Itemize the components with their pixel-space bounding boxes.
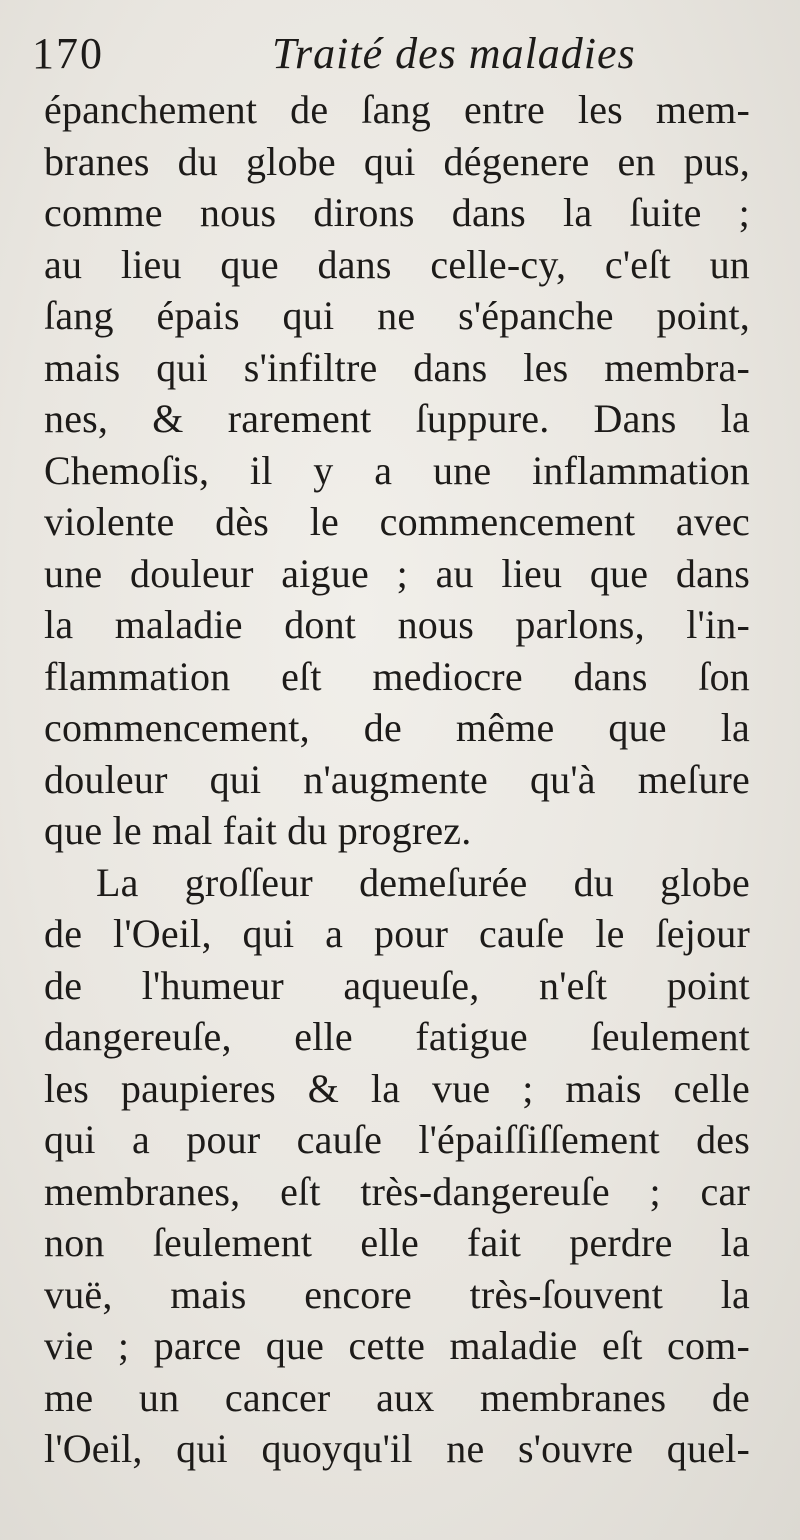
text-line: dangereuſe, elle fatigue ſeulement [44,1014,750,1059]
text-line: commencement, de même que la [44,705,750,750]
text-line: une douleur aigue ; au lieu que dans [44,550,750,596]
text-line: que le mal fait du progrez. [44,808,472,853]
text-line: me un cancer aux membranes de [44,1374,750,1420]
text-line: mais qui s'infiltre dans les membra- [44,344,750,390]
text-line: épanchement de ſang entre les mem- [44,87,750,132]
text-line: vuë, mais encore très-ſouvent la [44,1271,750,1317]
text-line: douleur qui n'augmente qu'à meſure [44,756,750,802]
text-line: membranes, eſt très-dangereuſe ; car [44,1168,750,1214]
body-text [44,84,750,1475]
text-line: la maladie dont nous parlons, l'in- [44,602,750,647]
text-line: ſang épais qui ne s'épanche point, [44,293,750,338]
text-line: les paupieres & la vue ; mais celle [44,1065,750,1111]
text-line: branes du globe qui dégenere en pus, [44,138,750,184]
text-line: qui a pour cauſe l'épaiſſiſſement des [44,1117,750,1162]
text-line: de l'Oeil, qui a pour cauſe le ſejour [44,911,750,956]
text-line: au lieu que dans celle-cy, c'eſt un [44,241,750,287]
page-header [32,28,752,84]
running-title: Traité des maladies [272,29,636,78]
text-line: de l'humeur aqueuſe, n'eſt point [44,962,750,1008]
text-line: comme nous dirons dans la ſuite ; [44,190,750,235]
text-line: La groſſeur demeſurée du globe [96,859,750,905]
page-number: 170 [32,29,104,78]
paragraph-1 [44,84,750,857]
text-line: nes, & rarement ſuppure. Dans la [44,396,750,441]
text-line: violente dès le commencement avec [44,499,750,544]
text-line: vie ; parce que cette maladie eſt com- [44,1323,750,1368]
text-line: Chemoſis, il y a une inflammation [44,447,750,493]
paragraph-2 [44,857,750,1475]
text-line: l'Oeil, qui quoyqu'il ne s'ouvre quel- [44,1426,750,1471]
text-line: flammation eſt mediocre dans ſon [44,653,750,699]
text-line: non ſeulement elle fait perdre la [44,1220,750,1265]
